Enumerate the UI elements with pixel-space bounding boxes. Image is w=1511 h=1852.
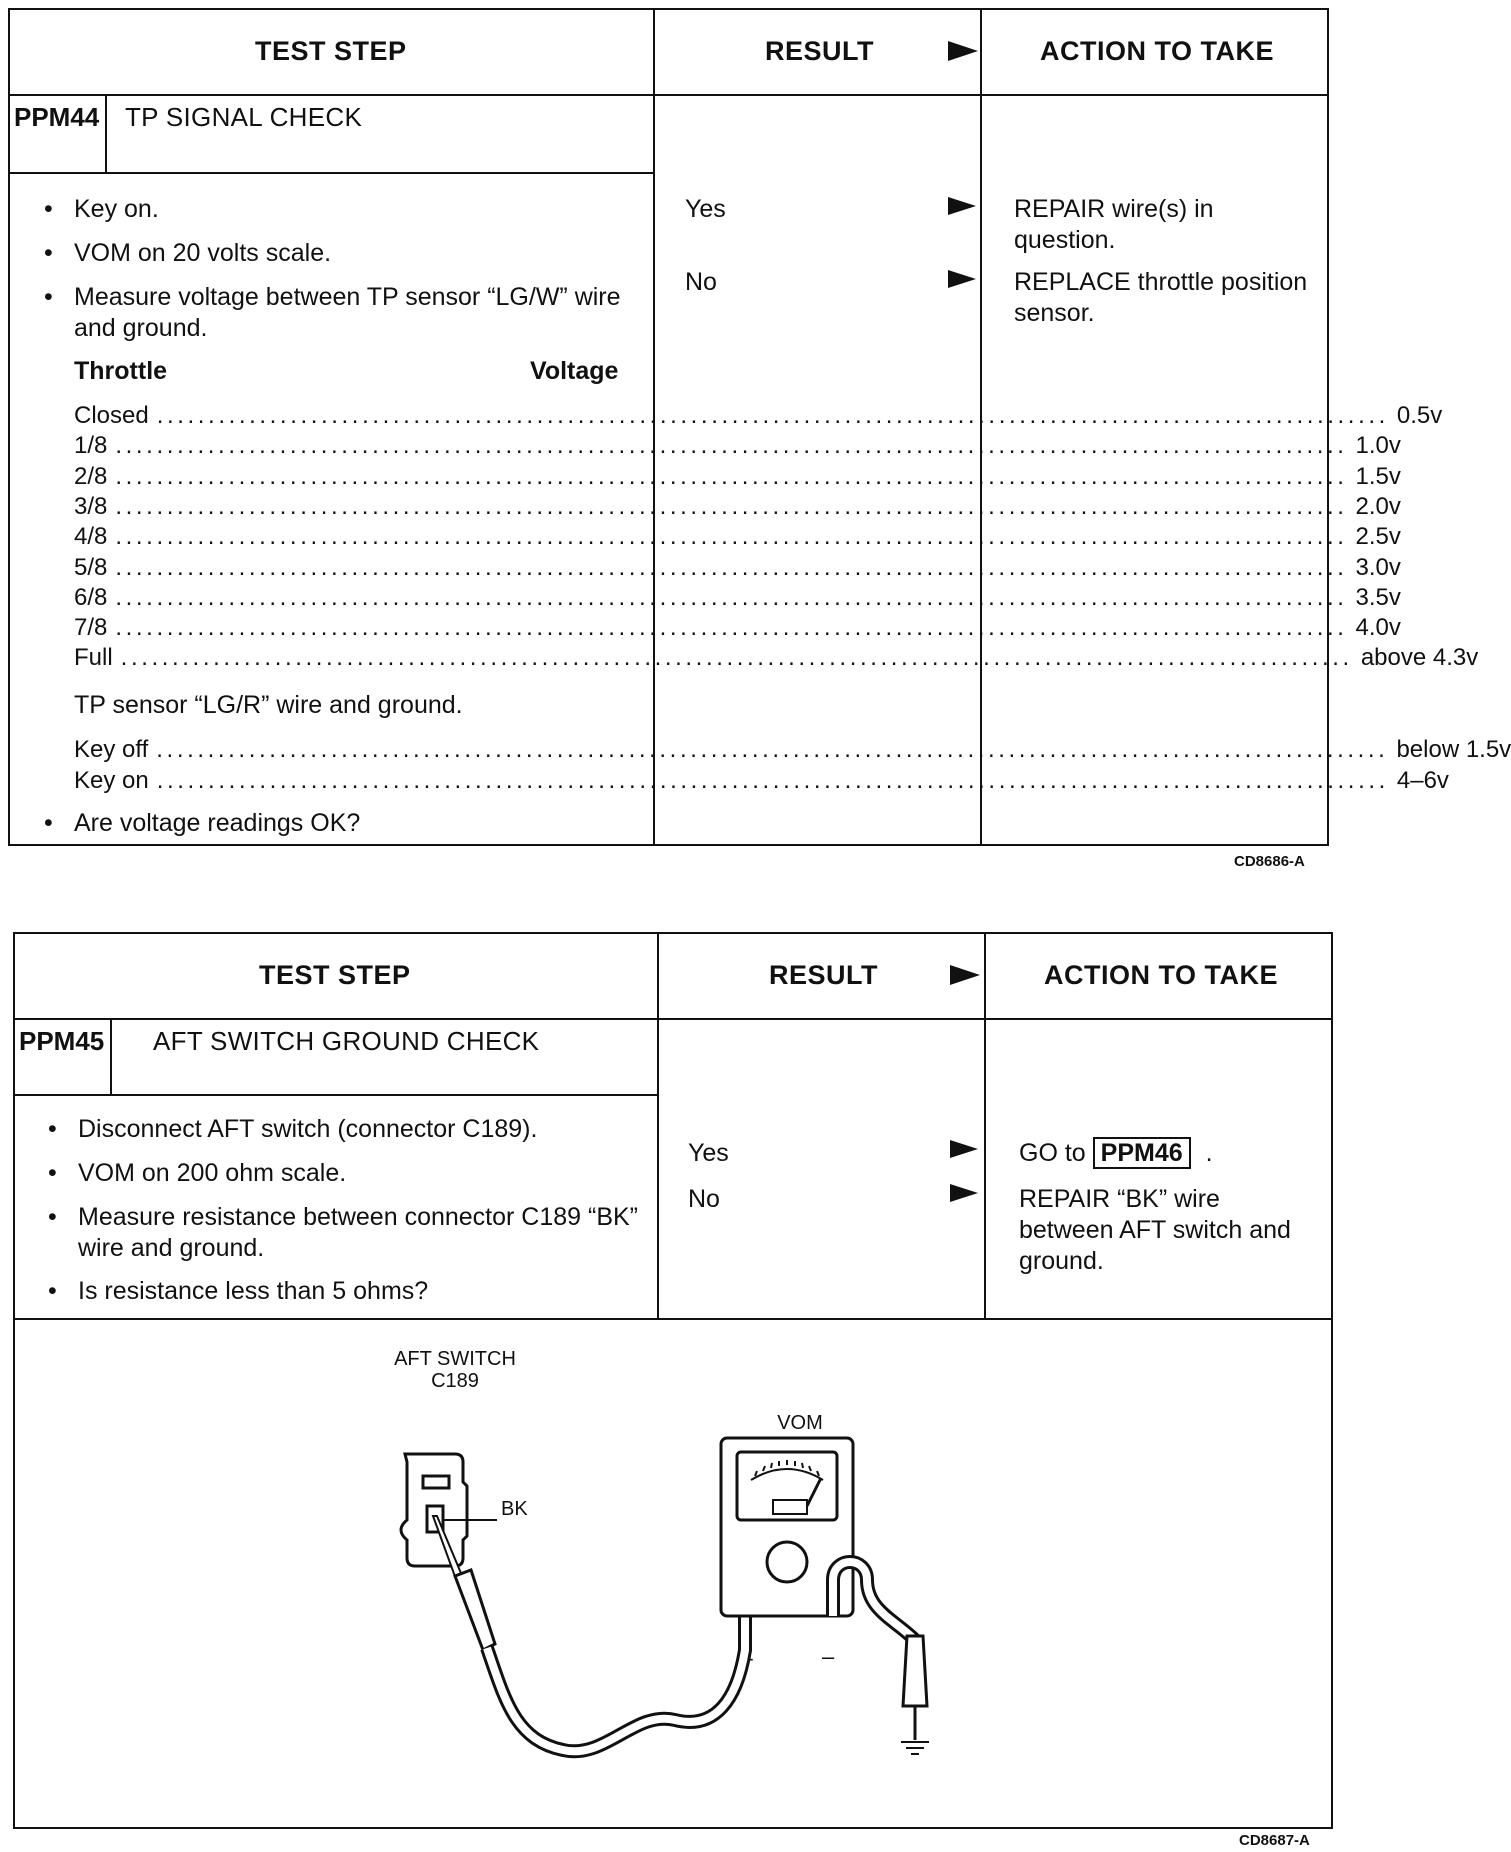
meter-label: VOM (777, 1412, 823, 1434)
result-arrow-icon (948, 270, 976, 288)
step-bullet: • Is resistance less than 5 ohms? (78, 1276, 643, 1307)
reading-label: Key on (74, 767, 149, 794)
reading-row (74, 431, 1401, 461)
result-yes: Yes (685, 195, 726, 223)
header-test-step: TEST STEP (259, 960, 411, 990)
reading-row (74, 522, 1401, 552)
result-arrow-icon (950, 1140, 978, 1158)
reading-value: 3.5v (1355, 583, 1401, 611)
header-divider (15, 1018, 1331, 1020)
column-divider (984, 934, 986, 1318)
result-yes: Yes (688, 1139, 729, 1167)
switch-name: AFT SWITCH (394, 1348, 516, 1370)
action-repair: REPAIR “BK” wire between AFT switch and ground. (1019, 1185, 1291, 1275)
figure-code: CD8686-A (1234, 853, 1305, 870)
result-arrow-icon (948, 41, 978, 61)
wire-label: BK (501, 1498, 528, 1520)
minus-terminal-label: – (822, 1644, 835, 1669)
reading-row (74, 492, 1401, 522)
header-test-step: TEST STEP (255, 36, 407, 66)
leader-dots: ........................................................................................................................ (156, 402, 1389, 429)
result-arrow-icon (950, 965, 980, 985)
step-bullet: • VOM on 20 volts scale. (74, 238, 634, 269)
reading-value: above 4.3v (1360, 644, 1479, 672)
throttle-column-label: Throttle (74, 357, 168, 385)
reading-value: 1.5v (1355, 462, 1401, 490)
reading-label: 7/8 (74, 614, 108, 642)
result-no: No (685, 268, 717, 296)
reading-row (74, 766, 1449, 796)
result-arrow-icon (948, 197, 976, 215)
step-bullet: • Measure voltage between TP sensor “LG/W” wire and ground. (74, 282, 634, 344)
header-action: ACTION TO TAKE (1044, 960, 1278, 990)
action-no: REPLACE throttle position sensor. (1014, 268, 1308, 327)
reading-label: Closed (74, 402, 149, 429)
leader-dots: ........................................................................................................................ (115, 432, 1348, 460)
ground-icon (901, 1742, 929, 1754)
reading-value: 1.0v (1355, 432, 1401, 460)
column-divider (657, 934, 659, 1318)
switch-connector: C189 (431, 1370, 479, 1392)
leader-dots: ........................................................................................................................ (115, 462, 1348, 490)
action-yes: REPAIR wire(s) in question. (1014, 195, 1214, 254)
test-table-ppm44 (8, 8, 1511, 846)
step-id: PPM44 (14, 102, 100, 132)
leader-dots: ........................................................................................................................ (115, 553, 1348, 581)
step-box-bottom (10, 172, 653, 174)
step-bullet: • Disconnect AFT switch (connector C189). (78, 1114, 643, 1145)
step-bullet: • Measure resistance between connector C189 “BK” wire and ground. (78, 1202, 643, 1264)
leader-dots: ........................................................................................................................ (156, 767, 1389, 794)
reading-row (74, 583, 1401, 613)
reading-row (74, 462, 1401, 492)
header-result: RESULT (765, 36, 874, 66)
reading-value: 4–6v (1396, 767, 1449, 794)
connector-latch (423, 1476, 449, 1488)
leader-dots: ........................................................................................................................ (115, 523, 1348, 551)
step-id: PPM45 (19, 1026, 105, 1056)
action-goto (1019, 1138, 1213, 1169)
reading-value: 0.5v (1396, 402, 1443, 429)
header-divider (10, 94, 1327, 96)
reading-label: Key off (74, 736, 149, 763)
result-no: No (688, 1185, 720, 1213)
reading-value: 2.5v (1355, 523, 1401, 551)
step-box-bottom (15, 1094, 657, 1096)
leader-dots: ........................................................................................................................ (115, 614, 1348, 642)
step-bullet: • Key on. (74, 194, 634, 225)
reading-row (74, 613, 1401, 643)
test-table-ppm45 (13, 932, 1333, 1829)
header-result: RESULT (769, 960, 878, 990)
reading-label: 5/8 (74, 553, 108, 581)
leader-dots: ........................................................................................................................ (156, 736, 1389, 763)
leader-dots: ........................................................................................................................ (115, 492, 1348, 520)
step-title: AFT SWITCH GROUND CHECK (153, 1026, 540, 1056)
figure-code: CD8687-A (1239, 1832, 1310, 1849)
leader-dots: ........................................................................................................................ (115, 583, 1348, 611)
vom-connection-diagram (15, 1320, 1331, 1828)
reading-label: 3/8 (74, 492, 108, 520)
reading-value: 4.0v (1355, 614, 1401, 642)
goto-step-link[interactable]: PPM46 (1093, 1137, 1191, 1169)
reading-row (74, 553, 1401, 583)
action-goto-suffix: . (1205, 1139, 1213, 1167)
reading-label: 4/8 (74, 523, 108, 551)
step-title: TP SIGNAL CHECK (125, 102, 363, 132)
reading-label: 1/8 (74, 432, 108, 460)
reading-label: 2/8 (74, 462, 108, 490)
step-question: • Are voltage readings OK? (74, 808, 634, 839)
reading-label: 6/8 (74, 583, 108, 611)
reading-row (74, 401, 1443, 431)
vom-needle-base (773, 1500, 807, 1514)
step-bullet: • VOM on 200 ohm scale. (78, 1158, 643, 1189)
lgr-text: TP sensor “LG/R” wire and ground. (74, 691, 463, 719)
reading-value: below 1.5v (1396, 736, 1511, 763)
reading-label: Full (74, 644, 113, 672)
vom-selector-knob (767, 1542, 807, 1582)
voltage-column-label: Voltage (530, 357, 619, 385)
leader-dots: ........................................................................................................................ (120, 644, 1353, 672)
reading-value: 3.0v (1355, 553, 1401, 581)
result-arrow-icon (950, 1184, 978, 1202)
reading-value: 2.0v (1355, 492, 1401, 520)
header-action: ACTION TO TAKE (1040, 36, 1274, 66)
action-goto-prefix: GO to (1019, 1139, 1086, 1167)
reading-row (74, 643, 1479, 673)
reading-row (74, 735, 1511, 765)
ground-probe-icon (903, 1636, 927, 1706)
plus-terminal-label: + (741, 1647, 754, 1672)
probe-handle-icon (455, 1570, 495, 1650)
